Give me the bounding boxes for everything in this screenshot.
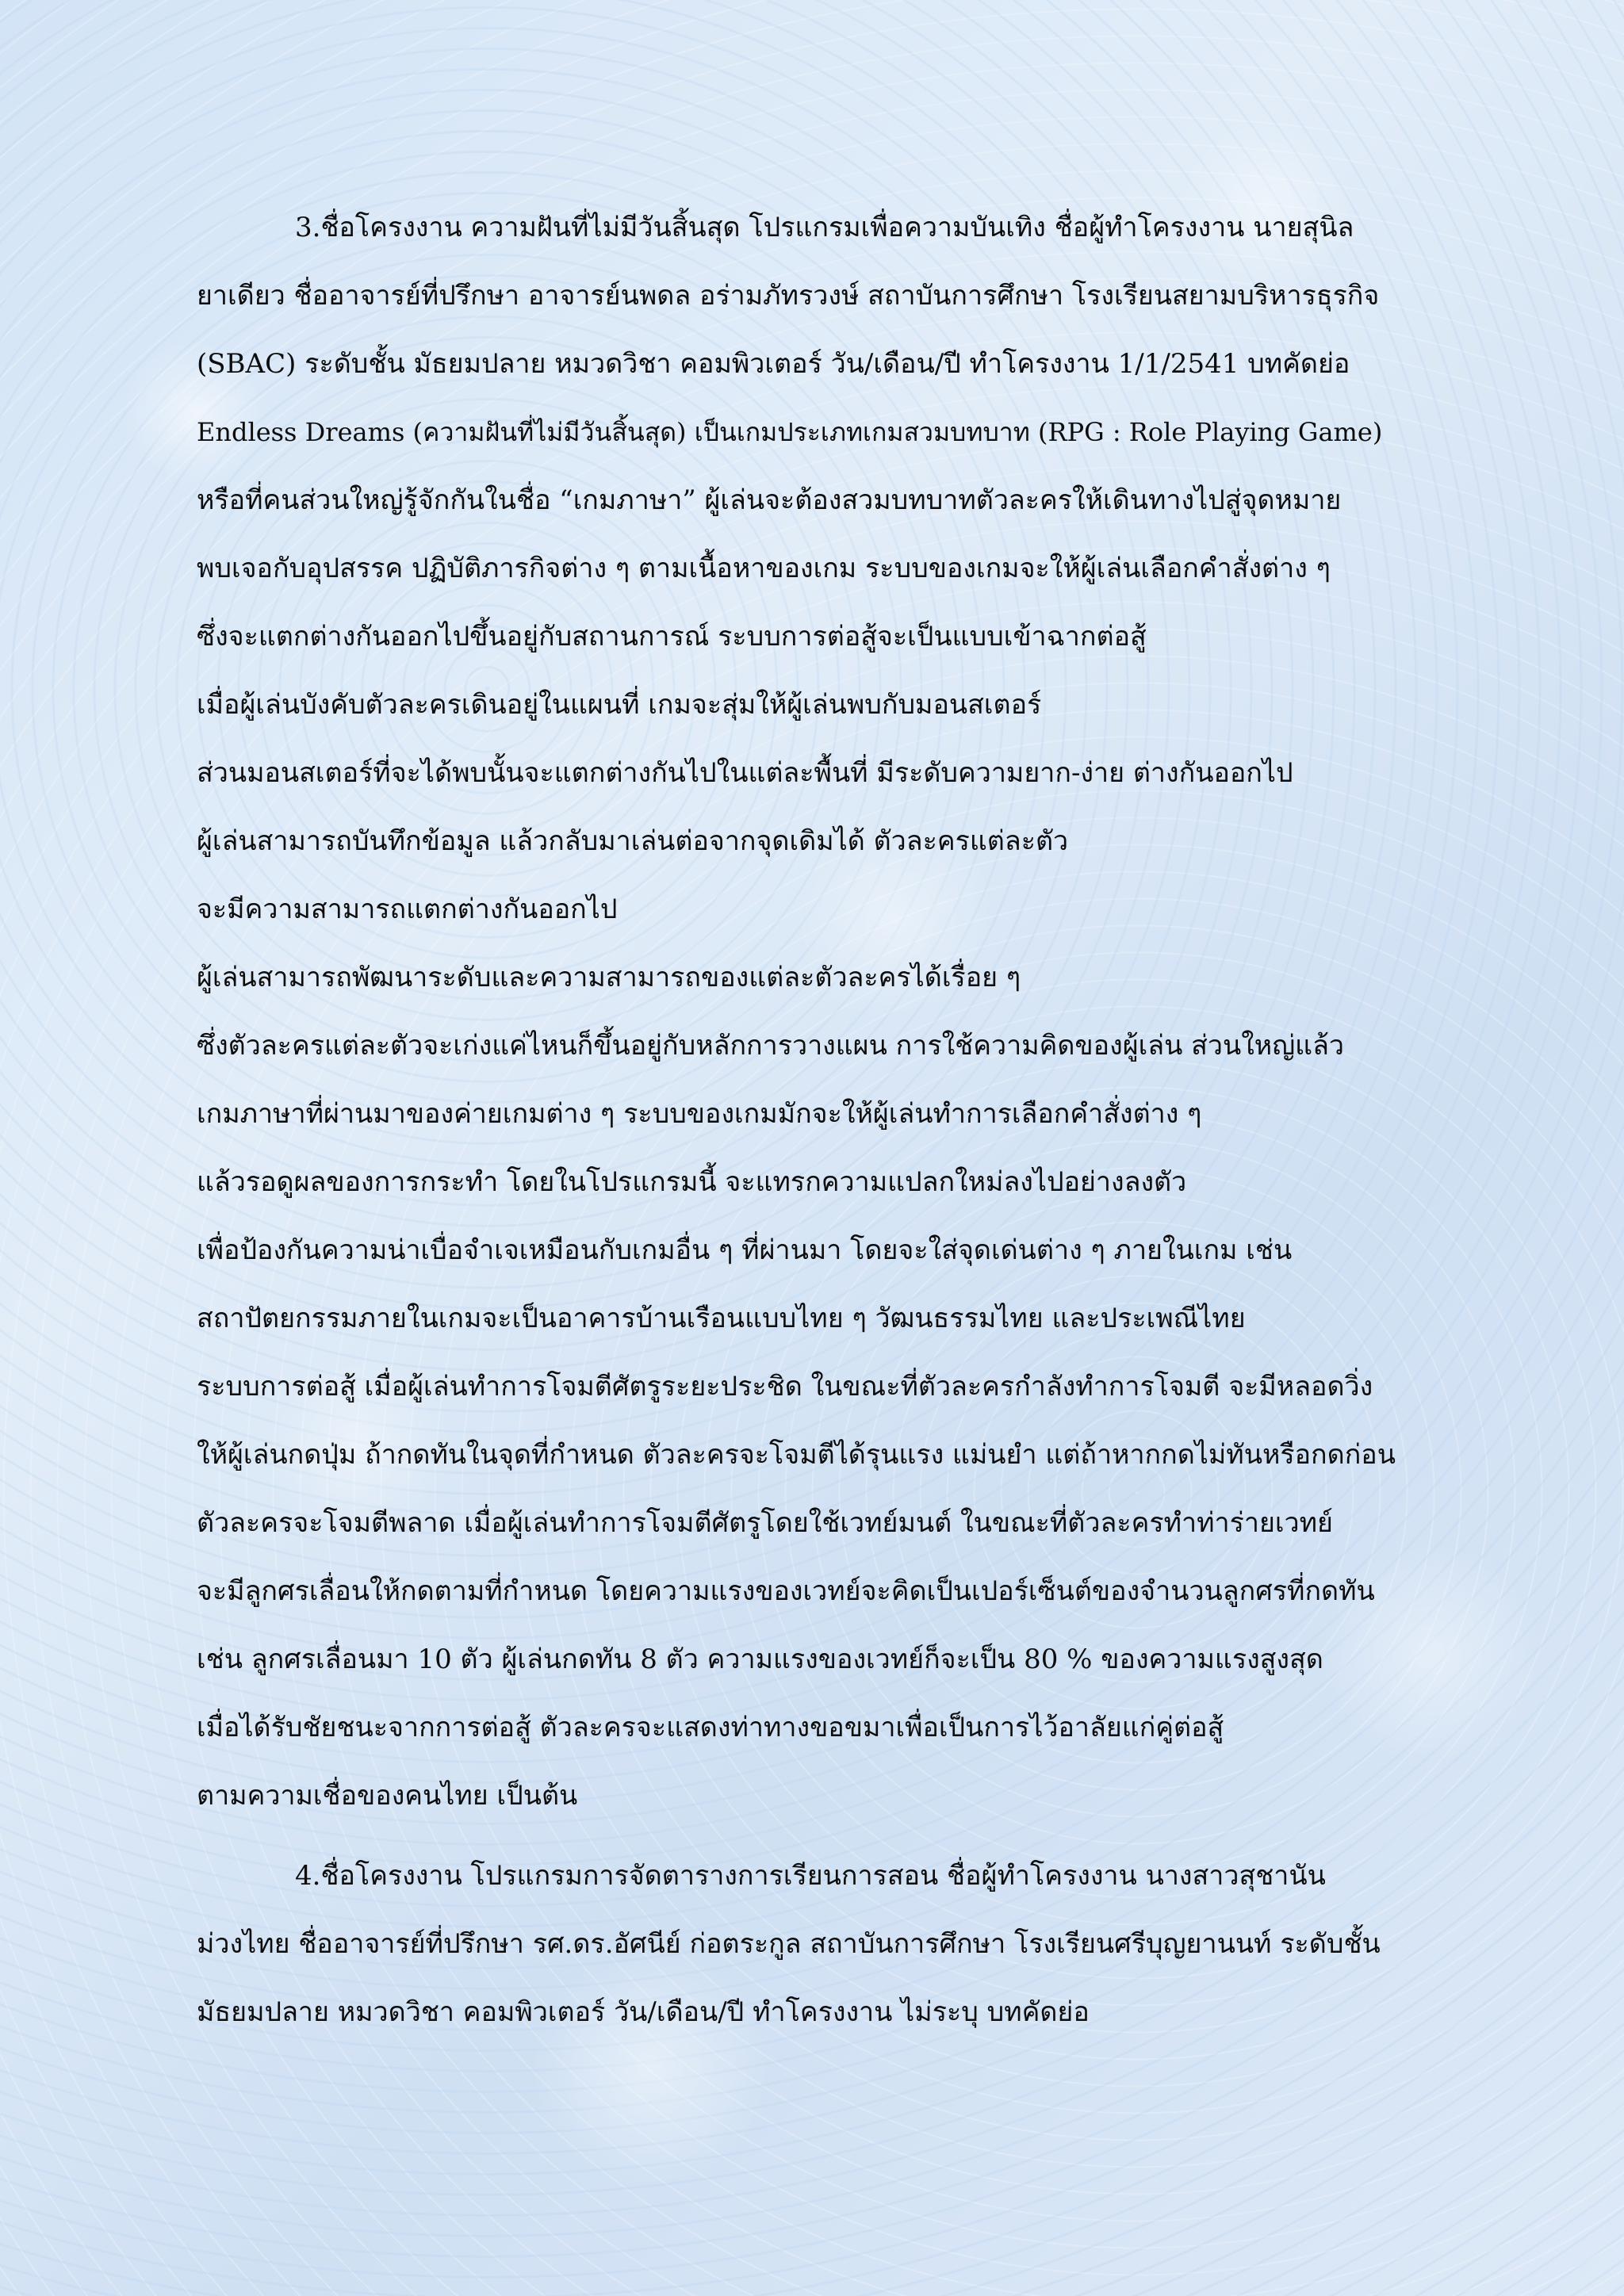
paragraph-line: ผู้เล่นสามารถบันทึกข้อมูล แล้วกลับมาเล่นต่อจากจุดเดิมได้ ตัวละครแต่ละตัว <box>197 825 1069 857</box>
paragraph-line: 4.ชื่อโครงงาน โปรแกรมการจัดตารางการเรียนการสอน ชื่อผู้ทำโครงงาน นางสาวสุชานัน <box>295 1860 1326 1892</box>
paragraph-line: ตัวละครจะโจมตีพลาด เมื่อผู้เล่นทำการโจมตีศัตรูโดยใช้เวทย์มนต์ ในขณะที่ตัวละครทำท่าร่ายเวทย์ <box>197 1507 1333 1539</box>
paragraph-line: ยาเดียว ชื่ออาจารย์ที่ปรึกษา อาจารย์นพดล อร่ามภัทรวงษ์ สถาบันการศึกษา โรงเรียนสยามบริหารธุรกิจ <box>197 280 1380 312</box>
paragraph-line: ซึ่งตัวละครแต่ละตัวจะเก่งแค่ไหนก็ขึ้นอยู่กับหลักการวางแผน การใช้ความคิดของผู้เล่น ส่วนใหญ่แล้ว <box>197 1030 1345 1062</box>
paragraph-line: เมื่อผู้เล่นบังคับตัวละครเดินอยู่ในแผนที่ เกมจะสุ่มให้ผู้เล่นพบกับมอนสเตอร์ <box>197 689 1042 721</box>
paragraph-line: 3.ชื่อโครงงาน ความฝันที่ไม่มีวันสิ้นสุด โปรแกรมเพื่อความบันเทิง ชื่อผู้ทำโครงงาน นายสุนิล <box>295 212 1354 243</box>
paragraph-line: ผู้เล่นสามารถพัฒนาระดับและความสามารถของแต่ละตัวละครได้เรื่อย ๆ <box>197 962 1021 993</box>
paragraph-line: ตามความเชื่อของคนไทย เป็นต้น <box>197 1780 578 1812</box>
paragraph-line: แล้วรอดูผลของการกระทำ โดยในโปรแกรมนี้ จะแทรกความแปลกใหม่ลงไปอย่างลงตัว <box>197 1166 1187 1198</box>
paragraph-line: ให้ผู้เล่นกดปุ่ม ถ้ากดทันในจุดที่กำหนด ตัวละครจะโจมตีได้รุนแรง แม่นยำ แต่ถ้าหากกดไม่ทันหรือกดก่อน <box>197 1439 1396 1471</box>
paragraph-line: เกมภาษาที่ผ่านมาของค่ายเกมต่าง ๆ ระบบของเกมมักจะให้ผู้เล่นทำการเลือกคำสั่งต่าง ๆ <box>197 1098 1202 1130</box>
paragraph-line: จะมีลูกศรเลื่อนให้กดตามที่กำหนด โดยความแรงของเวทย์จะคิดเป็นเปอร์เซ็นต์ของจำนวนลูกศรที่กดทัน <box>197 1575 1375 1607</box>
paragraph-line: (SBAC) ระดับชั้น มัธยมปลาย หมวดวิชา คอมพิวเตอร์ วัน/เดือน/ปี ทำโครงงาน 1/1/2541 บทคัดย่อ <box>197 348 1350 380</box>
paragraph-line: สถาปัตยกรรมภายในเกมจะเป็นอาคารบ้านเรือนแบบไทย ๆ วัฒนธรรมไทย และประเพณีไทย <box>197 1303 1246 1334</box>
paragraph-line: ส่วนมอนสเตอร์ที่จะได้พบนั้นจะแตกต่างกันไปในแต่ละพื้นที่ มีระดับความยาก-ง่าย ต่างกันออกไป <box>197 757 1293 789</box>
paragraph-line: หรือที่คนส่วนใหญ่รู้จักกันในชื่อ “เกมภาษา” ผู้เล่นจะต้องสวมบทบาทตัวละครให้เดินทางไปสู่จุดหมาย <box>197 484 1342 516</box>
paragraph-line: เพื่อป้องกันความน่าเบื่อจำเจเหมือนกับเกมอื่น ๆ ที่ผ่านมา โดยจะใส่จุดเด่นต่าง ๆ ภายในเกม เช่น <box>197 1234 1293 1266</box>
paragraph-line: เช่น ลูกศรเลื่อนมา 10 ตัว ผู้เล่นกดทัน 8 ตัว ความแรงของเวทย์ก็จะเป็น 80 % ของความแรงสูงสุด <box>197 1644 1323 1675</box>
paragraph-line: จะมีความสามารถแตกต่างกันออกไป <box>197 894 618 925</box>
paragraph-line: ซึ่งจะแตกต่างกันออกไปขึ้นอยู่กับสถานการณ์ ระบบการต่อสู้จะเป็นแบบเข้าฉากต่อสู้ <box>197 621 1147 652</box>
paragraph-line: Endless Dreams (ความฝันที่ไม่มีวันสิ้นสุด) เป็นเกมประเภทเกมสวมบทบาท (RPG : Role Playing Game) <box>197 417 1383 447</box>
paragraph-line: พบเจอกับอุปสรรค ปฏิบัติภารกิจต่าง ๆ ตามเนื้อหาของเกม ระบบของเกมจะให้ผู้เล่นเลือกคำสั่งต่าง ๆ <box>197 553 1331 584</box>
paragraph-line: ม่วงไทย ชื่ออาจารย์ที่ปรึกษา รศ.ดร.อัศนีย์ ก่อตระกูล สถาบันการศึกษา โรงเรียนศรีบุญยานนท์ ระดับชั้น <box>197 1928 1381 1960</box>
paragraph-line: ระบบการต่อสู้ เมื่อผู้เล่นทำการโจมตีศัตรูระยะประชิด ในขณะที่ตัวละครกำลังทำการโจมตี จะมีหลอดวิ่ง <box>197 1371 1373 1402</box>
paragraph-line: เมื่อได้รับชัยชนะจากการต่อสู้ ตัวละครจะแสดงท่าทางขอขมาเพื่อเป็นการไว้อาลัยแก่คู่ต่อสู้ <box>197 1712 1224 1743</box>
paragraph-line: มัธยมปลาย หมวดวิชา คอมพิวเตอร์ วัน/เดือน/ปี ทำโครงงาน ไม่ระบุ บทคัดย่อ <box>197 1996 1090 2028</box>
